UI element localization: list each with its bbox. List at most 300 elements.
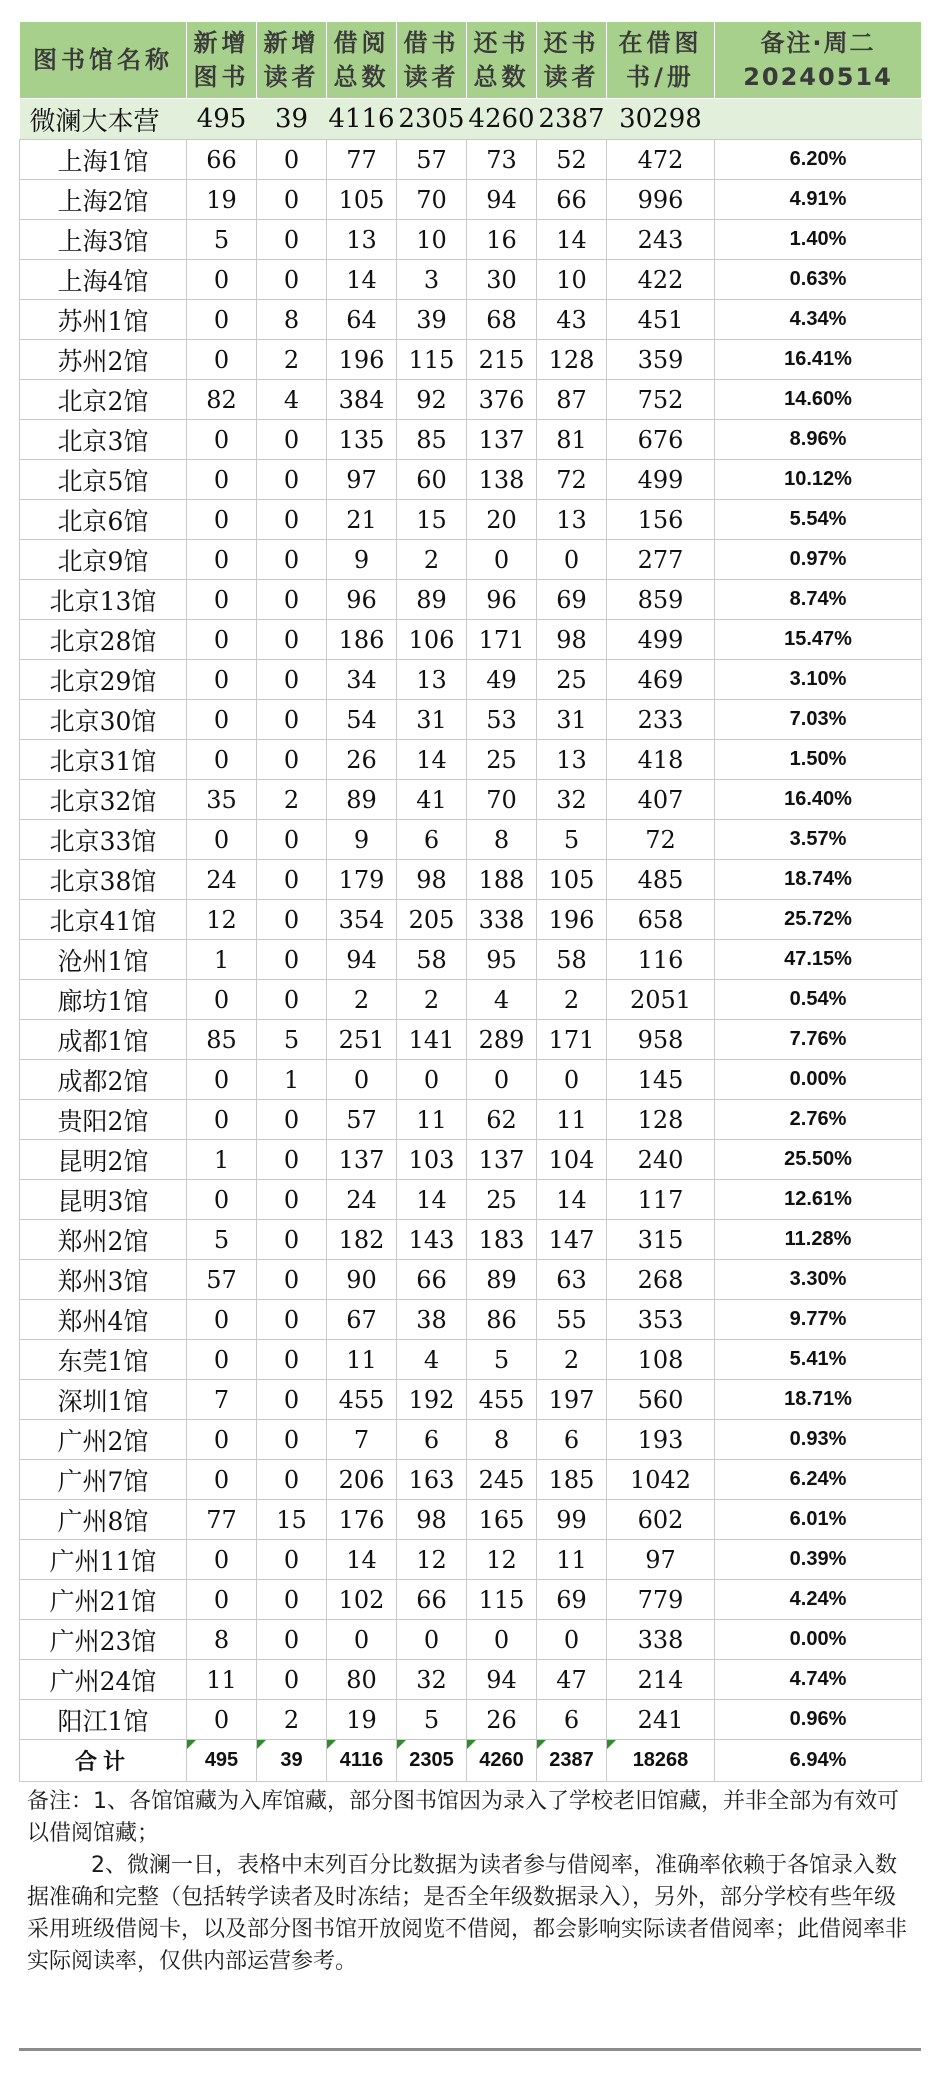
value-cell: 147 [537, 1220, 607, 1260]
value-cell: 996 [607, 180, 715, 220]
value-cell: 97 [607, 1540, 715, 1580]
value-cell: 89 [397, 580, 467, 620]
value-cell: 58 [537, 940, 607, 980]
value-cell: 214 [607, 1660, 715, 1700]
value-cell: 0 [257, 460, 327, 500]
value-cell: 39 [257, 99, 327, 140]
value-cell: 86 [467, 1300, 537, 1340]
value-cell: 5 [397, 1700, 467, 1740]
value-cell: 251 [327, 1020, 397, 1060]
value-cell: 14 [397, 1180, 467, 1220]
value-cell: 0 [257, 1140, 327, 1180]
value-cell: 0 [187, 300, 257, 340]
table-row [20, 1620, 922, 1660]
value-cell: 0 [257, 1580, 327, 1620]
value-cell: 602 [607, 1500, 715, 1540]
value-cell: 186 [327, 620, 397, 660]
value-cell: 87 [537, 380, 607, 420]
value-cell: 0 [467, 540, 537, 580]
value-cell: 7 [327, 1420, 397, 1460]
library-name-cell: 广州23馆 [20, 1620, 187, 1660]
library-name-cell: 北京32馆 [20, 780, 187, 820]
value-cell: 135 [327, 420, 397, 460]
value-cell: 2305 [397, 1740, 467, 1782]
value-cell: 89 [467, 1260, 537, 1300]
value-cell: 89 [327, 780, 397, 820]
value-cell: 353 [607, 1300, 715, 1340]
value-cell: 338 [467, 900, 537, 940]
table-row [20, 1060, 922, 1100]
value-cell: 96 [467, 580, 537, 620]
value-cell: 0 [187, 580, 257, 620]
value-cell: 108 [607, 1340, 715, 1380]
value-cell: 31 [397, 700, 467, 740]
value-cell: 0 [187, 1180, 257, 1220]
value-cell: 145 [607, 1060, 715, 1100]
value-cell: 0 [257, 140, 327, 180]
value-cell: 779 [607, 1580, 715, 1620]
value-cell: 0 [537, 1620, 607, 1660]
table-row [20, 1100, 922, 1140]
value-cell: 2 [327, 980, 397, 1020]
rate-cell: 0.54% [715, 980, 922, 1020]
rate-cell: 6.20% [715, 140, 922, 180]
header-borrow-readers: 借书 读者 [397, 22, 467, 99]
value-cell: 26 [467, 1700, 537, 1740]
value-cell: 41 [397, 780, 467, 820]
table-row [20, 220, 922, 260]
table-row [20, 1580, 922, 1620]
value-cell: 0 [257, 660, 327, 700]
header-on-loan: 在借图 书/册 [607, 22, 715, 99]
value-cell: 55 [537, 1300, 607, 1340]
value-cell: 14 [397, 740, 467, 780]
rate-cell: 3.10% [715, 660, 922, 700]
table-row [20, 1660, 922, 1700]
value-cell: 0 [257, 1460, 327, 1500]
rate-cell: 4.34% [715, 300, 922, 340]
library-name-cell: 上海1馆 [20, 140, 187, 180]
value-cell: 422 [607, 260, 715, 300]
value-cell: 19 [327, 1700, 397, 1740]
value-cell: 0 [187, 420, 257, 460]
library-name-cell: 广州21馆 [20, 1580, 187, 1620]
value-cell: 2 [537, 1340, 607, 1380]
value-cell: 16 [467, 220, 537, 260]
value-cell: 469 [607, 660, 715, 700]
value-cell: 0 [187, 980, 257, 1020]
library-name-cell: 微澜大本营 [20, 99, 187, 140]
value-cell: 0 [187, 1340, 257, 1380]
header-library-name: 图书馆名称 [20, 22, 187, 99]
value-cell: 0 [187, 500, 257, 540]
value-cell: 103 [397, 1140, 467, 1180]
table-row [20, 740, 922, 780]
value-cell: 7 [187, 1380, 257, 1420]
rate-cell: 11.28% [715, 1220, 922, 1260]
library-name-cell: 郑州2馆 [20, 1220, 187, 1260]
value-cell: 472 [607, 140, 715, 180]
value-cell: 43 [537, 300, 607, 340]
rate-cell: 4.91% [715, 180, 922, 220]
value-cell: 49 [467, 660, 537, 700]
rate-cell: 16.41% [715, 340, 922, 380]
value-cell: 241 [607, 1700, 715, 1740]
library-name-cell: 郑州3馆 [20, 1260, 187, 1300]
rate-cell: 3.57% [715, 820, 922, 860]
value-cell: 137 [327, 1140, 397, 1180]
library-name-cell: 广州8馆 [20, 1500, 187, 1540]
value-cell: 63 [537, 1260, 607, 1300]
value-cell: 0 [187, 460, 257, 500]
value-cell: 92 [397, 380, 467, 420]
value-cell: 115 [467, 1580, 537, 1620]
value-cell: 14 [537, 220, 607, 260]
value-cell: 485 [607, 860, 715, 900]
rate-cell: 2.76% [715, 1100, 922, 1140]
value-cell: 14 [327, 1540, 397, 1580]
table-row [20, 1460, 922, 1500]
value-cell: 54 [327, 700, 397, 740]
value-cell: 206 [327, 1460, 397, 1500]
value-cell: 106 [397, 620, 467, 660]
value-cell: 52 [537, 140, 607, 180]
value-cell: 2387 [537, 99, 607, 140]
value-cell: 137 [467, 1140, 537, 1180]
value-cell: 752 [607, 380, 715, 420]
value-cell: 0 [257, 580, 327, 620]
value-cell: 277 [607, 540, 715, 580]
value-cell: 47 [537, 1660, 607, 1700]
value-cell: 4116 [327, 1740, 397, 1782]
value-cell: 0 [257, 740, 327, 780]
value-cell: 8 [467, 820, 537, 860]
table-row [20, 1340, 922, 1380]
value-cell: 205 [397, 900, 467, 940]
library-name-cell: 北京5馆 [20, 460, 187, 500]
value-cell: 4 [397, 1340, 467, 1380]
value-cell: 73 [467, 140, 537, 180]
table-row [20, 1540, 922, 1580]
rate-cell: 0.63% [715, 260, 922, 300]
value-cell: 99 [537, 1500, 607, 1540]
value-cell: 39 [257, 1740, 327, 1782]
value-cell: 0 [537, 540, 607, 580]
footnote [19, 1776, 921, 2051]
value-cell: 196 [327, 340, 397, 380]
value-cell: 165 [467, 1500, 537, 1540]
library-name-cell: 阳江1馆 [20, 1700, 187, 1740]
value-cell: 658 [607, 900, 715, 940]
value-cell: 25 [467, 740, 537, 780]
value-cell: 62 [467, 1100, 537, 1140]
value-cell: 98 [397, 1500, 467, 1540]
rate-cell: 5.41% [715, 1340, 922, 1380]
rate-cell: 16.40% [715, 780, 922, 820]
value-cell: 15 [397, 500, 467, 540]
value-cell: 24 [187, 860, 257, 900]
value-cell: 0 [187, 1060, 257, 1100]
value-cell: 0 [257, 1540, 327, 1580]
footnote-line-1: 备注：1、各馆馆藏为入库馆藏，部分图书馆因为录入了学校老旧馆藏，并非全部为有效可以借阅馆藏； [27, 1789, 900, 1846]
value-cell: 57 [187, 1260, 257, 1300]
value-cell: 5 [187, 1220, 257, 1260]
value-cell: 143 [397, 1220, 467, 1260]
value-cell: 4116 [327, 99, 397, 140]
value-cell: 12 [467, 1540, 537, 1580]
value-cell: 13 [537, 740, 607, 780]
value-cell: 0 [257, 980, 327, 1020]
value-cell: 128 [537, 340, 607, 380]
value-cell: 192 [397, 1380, 467, 1420]
value-cell: 0 [257, 1260, 327, 1300]
value-cell: 13 [397, 660, 467, 700]
library-name-cell: 北京28馆 [20, 620, 187, 660]
value-cell: 197 [537, 1380, 607, 1420]
value-cell: 4 [467, 980, 537, 1020]
value-cell: 0 [187, 540, 257, 580]
value-cell: 0 [257, 260, 327, 300]
value-cell: 338 [607, 1620, 715, 1660]
table-row [20, 860, 922, 900]
value-cell: 137 [467, 420, 537, 460]
value-cell: 81 [537, 420, 607, 460]
value-cell: 141 [397, 1020, 467, 1060]
value-cell: 0 [257, 420, 327, 460]
value-cell: 176 [327, 1500, 397, 1540]
value-cell: 26 [327, 740, 397, 780]
value-cell: 0 [187, 1460, 257, 1500]
value-cell: 5 [467, 1340, 537, 1380]
value-cell: 171 [467, 620, 537, 660]
table-row [20, 460, 922, 500]
table-row [20, 780, 922, 820]
rate-cell: 7.03% [715, 700, 922, 740]
value-cell: 13 [327, 220, 397, 260]
library-name-cell: 北京29馆 [20, 660, 187, 700]
table-row [20, 500, 922, 540]
value-cell: 67 [327, 1300, 397, 1340]
value-cell: 0 [187, 260, 257, 300]
library-name-cell: 合计 [20, 1740, 187, 1782]
value-cell: 69 [537, 580, 607, 620]
value-cell: 6 [397, 1420, 467, 1460]
value-cell: 451 [607, 300, 715, 340]
value-cell: 4260 [467, 99, 537, 140]
value-cell: 268 [607, 1260, 715, 1300]
rate-cell: 6.94% [715, 1740, 922, 1782]
value-cell: 0 [257, 1660, 327, 1700]
value-cell: 102 [327, 1580, 397, 1620]
value-cell: 1 [187, 1140, 257, 1180]
value-cell: 72 [607, 820, 715, 860]
library-name-cell: 北京41馆 [20, 900, 187, 940]
library-name-cell: 北京33馆 [20, 820, 187, 860]
value-cell: 5 [537, 820, 607, 860]
rate-cell: 0.00% [715, 1620, 922, 1660]
value-cell: 0 [187, 1420, 257, 1460]
rate-cell: 14.60% [715, 380, 922, 420]
value-cell: 94 [467, 1660, 537, 1700]
table-row [20, 620, 922, 660]
value-cell: 0 [397, 1620, 467, 1660]
value-cell: 0 [257, 620, 327, 660]
library-name-cell: 廊坊1馆 [20, 980, 187, 1020]
rate-cell: 1.50% [715, 740, 922, 780]
value-cell: 12 [187, 900, 257, 940]
library-name-cell: 东莞1馆 [20, 1340, 187, 1380]
value-cell: 676 [607, 420, 715, 460]
rate-cell: 7.76% [715, 1020, 922, 1060]
table-row [20, 540, 922, 580]
library-name-cell: 北京6馆 [20, 500, 187, 540]
value-cell: 11 [397, 1100, 467, 1140]
library-name-cell: 昆明2馆 [20, 1140, 187, 1180]
rate-cell: 4.74% [715, 1660, 922, 1700]
table-row [20, 1220, 922, 1260]
value-cell: 96 [327, 580, 397, 620]
rate-cell [715, 99, 922, 140]
header-note: 备注·周二 20240514 [715, 22, 922, 99]
value-cell: 2 [257, 340, 327, 380]
value-cell: 53 [467, 700, 537, 740]
table-row [20, 660, 922, 700]
value-cell: 5 [187, 220, 257, 260]
table-row [20, 1140, 922, 1180]
value-cell: 64 [327, 300, 397, 340]
value-cell: 0 [257, 500, 327, 540]
value-cell: 2051 [607, 980, 715, 1020]
table-body [20, 99, 922, 1782]
table-row [20, 820, 922, 860]
table-row [20, 700, 922, 740]
value-cell: 116 [607, 940, 715, 980]
value-cell: 70 [467, 780, 537, 820]
value-cell: 495 [187, 1740, 257, 1782]
value-cell: 30298 [607, 99, 715, 140]
value-cell: 0 [327, 1620, 397, 1660]
value-cell: 2 [397, 540, 467, 580]
value-cell: 0 [257, 180, 327, 220]
value-cell: 94 [327, 940, 397, 980]
rate-cell: 8.96% [715, 420, 922, 460]
value-cell: 85 [397, 420, 467, 460]
table-row [20, 940, 922, 980]
table-row [20, 900, 922, 940]
header-borrow-total: 借阅 总数 [327, 22, 397, 99]
value-cell: 18268 [607, 1740, 715, 1782]
value-cell: 138 [467, 460, 537, 500]
value-cell: 98 [537, 620, 607, 660]
table-row [20, 580, 922, 620]
value-cell: 0 [257, 1300, 327, 1340]
rate-cell: 5.54% [715, 500, 922, 540]
value-cell: 12 [397, 1540, 467, 1580]
rate-cell: 18.71% [715, 1380, 922, 1420]
rate-cell: 3.30% [715, 1260, 922, 1300]
value-cell: 0 [257, 700, 327, 740]
library-name-cell: 成都2馆 [20, 1060, 187, 1100]
value-cell: 11 [327, 1340, 397, 1380]
value-cell: 354 [327, 900, 397, 940]
value-cell: 21 [327, 500, 397, 540]
value-cell: 14 [327, 260, 397, 300]
table-row [20, 380, 922, 420]
value-cell: 2305 [397, 99, 467, 140]
header-new-books: 新增 图书 [187, 22, 257, 99]
library-name-cell: 上海4馆 [20, 260, 187, 300]
value-cell: 171 [537, 1020, 607, 1060]
value-cell: 2 [257, 780, 327, 820]
value-cell: 8 [187, 1620, 257, 1660]
rate-cell: 0.39% [715, 1540, 922, 1580]
value-cell: 183 [467, 1220, 537, 1260]
value-cell: 14 [537, 1180, 607, 1220]
library-name-cell: 成都1馆 [20, 1020, 187, 1060]
value-cell: 1 [257, 1060, 327, 1100]
value-cell: 70 [397, 180, 467, 220]
rate-cell: 0.96% [715, 1700, 922, 1740]
rate-cell: 10.12% [715, 460, 922, 500]
value-cell: 98 [397, 860, 467, 900]
value-cell: 0 [187, 740, 257, 780]
library-name-cell: 上海2馆 [20, 180, 187, 220]
value-cell: 455 [327, 1380, 397, 1420]
library-name-cell: 北京2馆 [20, 380, 187, 420]
value-cell: 97 [327, 460, 397, 500]
value-cell: 495 [187, 99, 257, 140]
value-cell: 30 [467, 260, 537, 300]
value-cell: 6 [397, 820, 467, 860]
value-cell: 0 [257, 220, 327, 260]
value-cell: 9 [327, 820, 397, 860]
value-cell: 0 [257, 540, 327, 580]
value-cell: 0 [187, 1700, 257, 1740]
value-cell: 90 [327, 1260, 397, 1300]
hq-row [20, 99, 922, 140]
library-name-cell: 苏州1馆 [20, 300, 187, 340]
footnote-line-2: 2、微澜一日，表格中末列百分比数据为读者参与借阅率，准确率依赖于各馆录入数据准确和完整（包括转学读者及时冻结；是否全年级数据录入），另外，部分学校有些年级采用班级借阅卡，以及部分图书馆开放阅览不借阅，都会影响实际读者借阅率；此借阅率非实际阅读率，仅供内部运营参考。 [27, 1853, 908, 1974]
value-cell: 0 [187, 660, 257, 700]
value-cell: 115 [397, 340, 467, 380]
value-cell: 499 [607, 620, 715, 660]
value-cell: 289 [467, 1020, 537, 1060]
header-return-total: 还书 总数 [467, 22, 537, 99]
library-name-cell: 昆明3馆 [20, 1180, 187, 1220]
rate-cell: 15.47% [715, 620, 922, 660]
value-cell: 859 [607, 580, 715, 620]
value-cell: 0 [187, 1300, 257, 1340]
value-cell: 66 [187, 140, 257, 180]
value-cell: 407 [607, 780, 715, 820]
rate-cell: 8.74% [715, 580, 922, 620]
value-cell: 245 [467, 1460, 537, 1500]
value-cell: 57 [327, 1100, 397, 1140]
value-cell: 105 [327, 180, 397, 220]
value-cell: 958 [607, 1020, 715, 1060]
rate-cell: 0.00% [715, 1060, 922, 1100]
value-cell: 2 [257, 1700, 327, 1740]
library-name-cell: 广州11馆 [20, 1540, 187, 1580]
value-cell: 0 [187, 1100, 257, 1140]
value-cell: 6 [537, 1420, 607, 1460]
value-cell: 10 [537, 260, 607, 300]
value-cell: 69 [537, 1580, 607, 1620]
value-cell: 418 [607, 740, 715, 780]
library-name-cell: 北京31馆 [20, 740, 187, 780]
value-cell: 233 [607, 700, 715, 740]
value-cell: 4 [257, 380, 327, 420]
